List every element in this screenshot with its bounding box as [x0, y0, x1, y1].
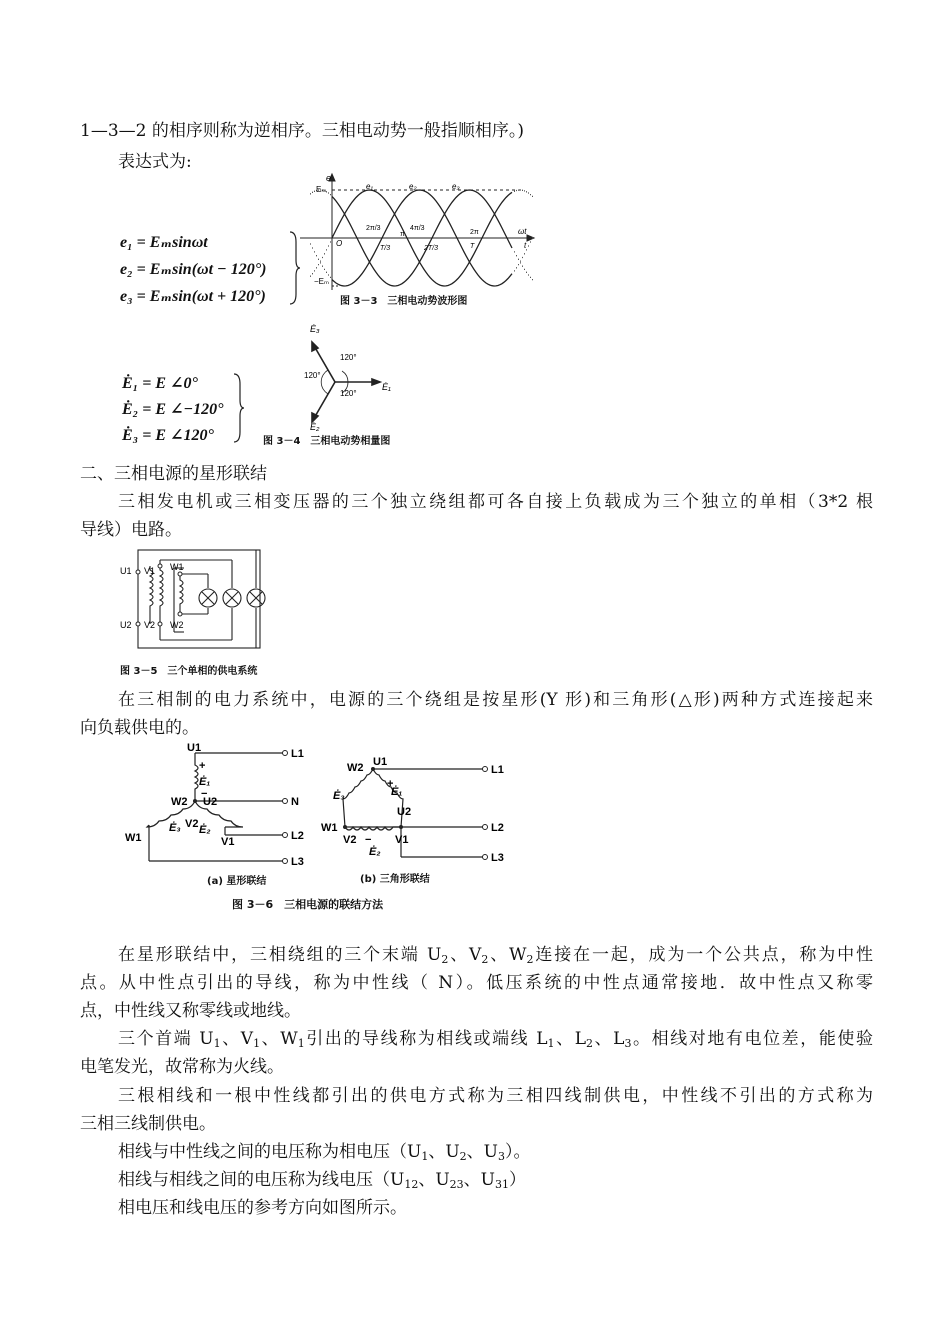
para7-text: 、U: [463, 1170, 495, 1190]
subscript: 2: [459, 1150, 467, 1163]
fig36a-label-u1: U1: [187, 742, 202, 754]
fig36b-label-e3: Ė₃: [333, 790, 345, 802]
subscript: 1: [297, 1037, 305, 1050]
fig36b-label-v1: V1: [395, 834, 409, 846]
fig34-label-angle-2: 120°: [304, 371, 321, 380]
subscript: 1: [421, 1150, 429, 1163]
fig33-label-time: t: [524, 241, 527, 250]
fig36b-label-v2: V2: [343, 834, 357, 846]
fig34-label-e1: Ė₁: [382, 382, 391, 392]
fig34-label-angle-3: 120°: [340, 389, 357, 398]
para2-line-2: 向负载供电的。: [80, 718, 199, 738]
subscript: 1: [547, 1037, 555, 1050]
para4-text: 、W: [260, 1029, 298, 1049]
intro-line-2: 表达式为:: [118, 152, 192, 172]
para4-text: 、L: [593, 1029, 625, 1049]
para5-line-1: 三根相线和一根中性线都引出的供电方式称为三相四线制供电，中性线不引出的方式称为: [118, 1086, 873, 1106]
fig35-caption: 图 3－5 三个单相的供电系统: [120, 666, 258, 677]
para7-text: ）: [508, 1170, 526, 1190]
para3-line-1: [118, 943, 873, 967]
para8-line: 相电压和线电压的参考方向如图所示。: [118, 1198, 407, 1218]
para4-line-1: [118, 1027, 873, 1051]
para4-text: 、L: [554, 1029, 586, 1049]
fig33-label-wt: ωt: [518, 227, 527, 236]
para3-line-2: 点。从中性点引出的导线，称为中性线（ N）。低压系统的中性点通常接地．故中性点又称零: [80, 973, 873, 993]
equation-e1: e₁ = Eₘsinωt: [120, 234, 208, 251]
subscript: 2: [586, 1037, 593, 1050]
fig33-label-origin: O: [336, 239, 343, 248]
fig35-circuit: [120, 548, 280, 653]
fig36a-label-w2: W2: [171, 796, 188, 808]
para4-text: 、V: [220, 1029, 254, 1049]
wave-e1-dashed: [310, 190, 533, 276]
fig33-label-em: Eₘ: [316, 185, 327, 194]
equation-e3: e₃ = Eₘsin(ωt + 120°): [120, 288, 266, 305]
section2-para-line-2: 导线）电路。: [80, 520, 182, 540]
fig35-label-v2: V2: [144, 620, 156, 630]
fig33-label-2t3: 2T/3: [424, 245, 439, 252]
para6-text: 相线与中性线之间的电压称为相电压（U: [118, 1142, 422, 1162]
subscript: 2: [526, 953, 534, 966]
para5-line-2: 三相三线制供电。: [80, 1114, 216, 1134]
para6-text: 、U: [428, 1142, 460, 1162]
fig33-label-2pi3: 2π/3: [366, 225, 381, 232]
para3-text: 、V: [448, 945, 482, 965]
para3-text: 在星形联结中，三相绕组的三个末端 U: [118, 945, 442, 965]
fig35-label-v1: V1: [144, 566, 156, 576]
subscript: 3: [497, 1150, 505, 1163]
fig33-label-2pi: 2π: [470, 229, 479, 236]
fig33-label-e3: e₃: [452, 182, 460, 191]
fig35-label-w1: W1: [170, 562, 184, 572]
fig33-label-e1: e₁: [366, 182, 373, 191]
fig33-label-neg-em: −Eₘ: [314, 277, 329, 286]
fig36b-label-w2: W2: [347, 762, 364, 774]
fig36b-label-plus: +: [387, 778, 394, 790]
fig36-caption: 图 3－6 三相电源的联结方法: [232, 898, 384, 911]
fig36a-label-l1: L1: [291, 748, 304, 760]
fig36a-label-e3: Ė₃: [169, 822, 181, 834]
fig36a-label-l2: L2: [291, 830, 304, 842]
fig33-label-e2: e₂: [409, 182, 417, 191]
para2-line-1: 在三相制的电力系统中，电源的三个绕组是按星形(Y 形)和三角形(△形)两种方式连接起来: [118, 690, 873, 710]
para3-text: 连接在一起，成为一个公共点，称为中性: [533, 945, 874, 965]
para3-text: 、W: [488, 945, 527, 965]
section-heading: 二、三相电源的星形联结: [80, 464, 267, 484]
fig36a-subcaption: (a) 星形联结: [207, 876, 267, 887]
fig36b-label-minus: −: [365, 834, 372, 846]
para4-text: 。相线对地有电位差，能使验: [631, 1029, 873, 1049]
fig36a-label-l3: L3: [291, 856, 304, 868]
fig34-label-angle-1: 120°: [340, 353, 357, 362]
fig36a-label-minus: −: [201, 788, 208, 800]
fig34-label-e3: Ė₃: [310, 324, 320, 334]
fig36a-label-v1: V1: [221, 836, 235, 848]
brace-icon: [288, 230, 300, 306]
fig36b-subcaption: (b) 三角形联结: [360, 874, 430, 885]
fig36b-label-e1: Ė₁: [391, 786, 403, 798]
fig33-caption: 图 3－3 三相电动势波形图: [340, 296, 468, 307]
subscript: 31: [494, 1178, 509, 1191]
fig36b-label-w1: W1: [321, 822, 338, 834]
fig36-circuits: [125, 742, 505, 868]
subscript: 1: [253, 1037, 261, 1050]
subscript: 12: [404, 1178, 419, 1191]
subscript: 1: [213, 1037, 221, 1050]
fig33-label-e: e: [326, 173, 332, 183]
fig36b-label-u1: U1: [373, 756, 388, 768]
fig36a-label-n: N: [291, 796, 299, 808]
fig36b-label-l3: L3: [491, 852, 504, 864]
subscript: 3: [624, 1037, 632, 1050]
subscript: 2: [481, 953, 489, 966]
para4-line-2: 电笔发光，故常称为火线。: [80, 1057, 284, 1077]
fig36a-label-e1: Ė₁: [199, 776, 211, 788]
fig33-label-t3: T/3: [380, 245, 391, 252]
fig35-label-u2: U2: [120, 620, 132, 630]
fig36b-label-l2: L2: [491, 822, 504, 834]
section2-para-line-1: 三相发电机或三相变压器的三个独立绕组都可各自接上负载成为三个独立的单相（3*2 根: [118, 492, 873, 512]
fig35-label-w2: W2: [170, 620, 184, 630]
para7-text: 相线与相线之间的电压称为线电压（U: [118, 1170, 405, 1190]
subscript: 23: [449, 1178, 464, 1191]
brace-icon-2: [232, 372, 244, 444]
para4-text: 三个首端 U: [118, 1029, 214, 1049]
para6-text: ）。: [504, 1142, 531, 1162]
fig34-label-e2: Ė₂: [310, 422, 320, 432]
fig36a-label-u2: U2: [203, 796, 218, 808]
equation-e2: e₂ = Eₘsin(ωt − 120°): [120, 261, 267, 278]
fig36a-label-e2: Ė₂: [199, 824, 211, 836]
fig36a-label-v2: V2: [185, 818, 199, 830]
phasor-eq-3: Ė₃ = E ∠120°: [122, 427, 214, 444]
para7-line: [118, 1168, 526, 1192]
fig35-label-u1: U1: [120, 566, 132, 576]
para7-text: 、U: [418, 1170, 450, 1190]
para3-line-3: 点，中性线又称零线或地线。: [80, 1001, 301, 1021]
phasor-eq-1: Ė₁ = E ∠0°: [122, 375, 198, 392]
fig36a-label-plus: +: [199, 760, 206, 772]
fig36a-label-w1: W1: [125, 832, 142, 844]
fig34-phasor-diagram: [300, 320, 400, 430]
fig33-waveform: [300, 172, 540, 302]
fig34-caption: 图 3－4 三相电动势相量图: [263, 436, 391, 447]
para4-text: 引出的导线称为相线或端线 L: [304, 1029, 548, 1049]
subscript: 2: [441, 953, 449, 966]
para6-text: 、U: [466, 1142, 498, 1162]
fig33-label-pi: π: [400, 231, 405, 238]
phasor-eq-2: Ė₂ = E ∠−120°: [122, 401, 224, 418]
fig36b-label-u2: U2: [397, 806, 412, 818]
fig36b-label-l1: L1: [491, 764, 504, 776]
para6-line: [118, 1140, 530, 1164]
fig33-label-t: T: [470, 243, 475, 250]
intro-line-1: 1—3—2 的相序则称为逆相序。三相电动势一般指顺相序。): [80, 121, 524, 141]
fig36b-label-e2: Ė₂: [369, 846, 381, 858]
fig33-label-4pi3: 4π/3: [410, 225, 425, 232]
